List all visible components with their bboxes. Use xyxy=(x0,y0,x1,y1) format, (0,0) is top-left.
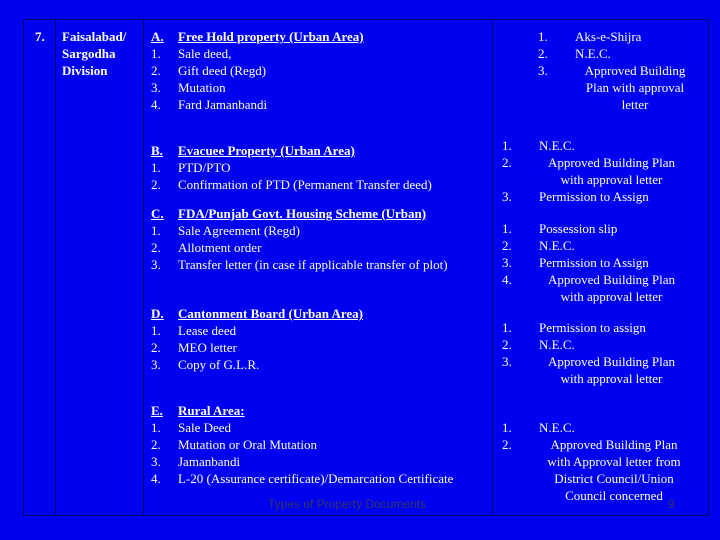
section-e-docs xyxy=(502,419,702,504)
column-divider xyxy=(492,19,493,516)
item-number: 1. xyxy=(151,160,161,175)
item-number: 3. xyxy=(151,454,161,469)
section-a-docs xyxy=(538,28,708,113)
list-item: Mutation xyxy=(178,80,226,95)
list-item: Transfer letter (in case if applicable transfer of plot) xyxy=(178,257,448,272)
list-item: Allotment order xyxy=(178,240,262,255)
item-number: 4. xyxy=(151,471,161,486)
list-item: Lease deed xyxy=(178,323,237,338)
doc-item: Permission to Assign xyxy=(539,255,649,270)
doc-item: Possession slip xyxy=(539,221,618,236)
doc-number: 2. xyxy=(502,155,512,170)
section-title: Free Hold property (Urban Area) xyxy=(178,29,364,44)
doc-number: 3. xyxy=(502,354,512,369)
doc-item: Approved Building Plan with approval letter xyxy=(547,354,676,386)
item-number: 2. xyxy=(151,240,161,255)
doc-number: 2. xyxy=(502,337,512,352)
item-number: 1. xyxy=(151,46,161,61)
list-item: MEO letter xyxy=(178,340,237,355)
section-d xyxy=(151,305,363,373)
section-b xyxy=(151,142,432,193)
doc-number: 1. xyxy=(502,221,512,236)
item-number: 3. xyxy=(151,257,161,272)
doc-item: Approved Building Plan with approval letter xyxy=(547,155,676,187)
list-item: Sale deed, xyxy=(178,46,232,61)
doc-item: N.E.C. xyxy=(539,337,575,352)
list-item: Sale Deed xyxy=(178,420,232,435)
section-title: FDA/Punjab Govt. Housing Scheme (Urban) xyxy=(178,206,427,221)
doc-number: 3. xyxy=(502,255,512,270)
column-divider xyxy=(143,19,144,516)
doc-number: 2. xyxy=(502,238,512,253)
doc-number: 1. xyxy=(502,320,512,335)
section-title: Rural Area: xyxy=(178,403,245,418)
doc-number: 1. xyxy=(502,420,512,435)
item-number: 3. xyxy=(151,80,161,95)
list-item: PTD/PTO xyxy=(178,160,231,175)
doc-item: Approved Building Plan with approval letter xyxy=(584,63,686,112)
doc-number: 4. xyxy=(502,272,512,287)
item-number: 3. xyxy=(151,357,161,372)
section-letter: B. xyxy=(151,143,163,158)
list-item: Copy of G.L.R. xyxy=(178,357,260,372)
list-item: Jamanbandi xyxy=(178,454,241,469)
item-number: 4. xyxy=(151,97,161,112)
item-number: 2. xyxy=(151,177,161,192)
column-divider xyxy=(55,19,56,516)
doc-item: N.E.C. xyxy=(539,138,575,153)
list-item: Gift deed (Regd) xyxy=(178,63,267,78)
doc-number: 3. xyxy=(502,189,512,204)
section-title: Evacuee Property (Urban Area) xyxy=(178,143,355,158)
doc-item: Permission to Assign xyxy=(539,189,649,204)
section-letter: E. xyxy=(151,403,163,418)
list-item: L-20 (Assurance certificate)/Demarcation Certificate xyxy=(178,471,454,486)
section-letter: C. xyxy=(151,206,164,221)
doc-number: 3. xyxy=(538,63,548,78)
item-number: 2. xyxy=(151,437,161,452)
list-item: Fard Jamanbandi xyxy=(178,97,268,112)
doc-item: Permission to assign xyxy=(539,320,646,335)
doc-item: N.E.C. xyxy=(539,420,575,435)
item-number: 1. xyxy=(151,223,161,238)
item-number: 1. xyxy=(151,420,161,435)
item-number: 2. xyxy=(151,340,161,355)
section-title: Cantonment Board (Urban Area) xyxy=(178,306,364,321)
division-line-2: Sargodha xyxy=(62,46,116,61)
division-line-3: Division xyxy=(62,63,108,78)
division-line-1: Faisalabad/ xyxy=(62,29,127,44)
list-item: Confirmation of PTD (Permanent Transfer deed) xyxy=(178,177,432,192)
item-number: 1. xyxy=(151,323,161,338)
section-d-docs xyxy=(502,319,702,387)
doc-item: N.E.C. xyxy=(539,238,575,253)
list-item: Sale Agreement (Regd) xyxy=(178,223,301,238)
doc-number: 2. xyxy=(502,437,512,452)
list-item: Mutation or Oral Mutation xyxy=(178,437,318,452)
doc-item: N.E.C. xyxy=(575,46,611,61)
doc-number: 1. xyxy=(502,138,512,153)
doc-item: Aks-e-Shijra xyxy=(575,29,642,44)
doc-number: 1. xyxy=(538,29,548,44)
doc-item: Approved Building Plan with approval letter xyxy=(547,272,676,304)
section-c xyxy=(151,205,448,273)
section-letter: A. xyxy=(151,29,164,44)
doc-item: Approved Building Plan with Approval letter from District Council/Union Council concerned xyxy=(547,437,681,503)
section-letter: D. xyxy=(151,306,164,321)
page-number: 9 xyxy=(668,497,675,511)
doc-number: 2. xyxy=(538,46,548,61)
footer-title: Types of Property Documents xyxy=(268,497,427,511)
section-c-docs xyxy=(502,220,702,305)
row-number: 7. xyxy=(35,29,45,44)
item-number: 2. xyxy=(151,63,161,78)
section-e xyxy=(151,402,453,487)
section-b-docs xyxy=(502,137,702,205)
section-a xyxy=(151,28,364,113)
